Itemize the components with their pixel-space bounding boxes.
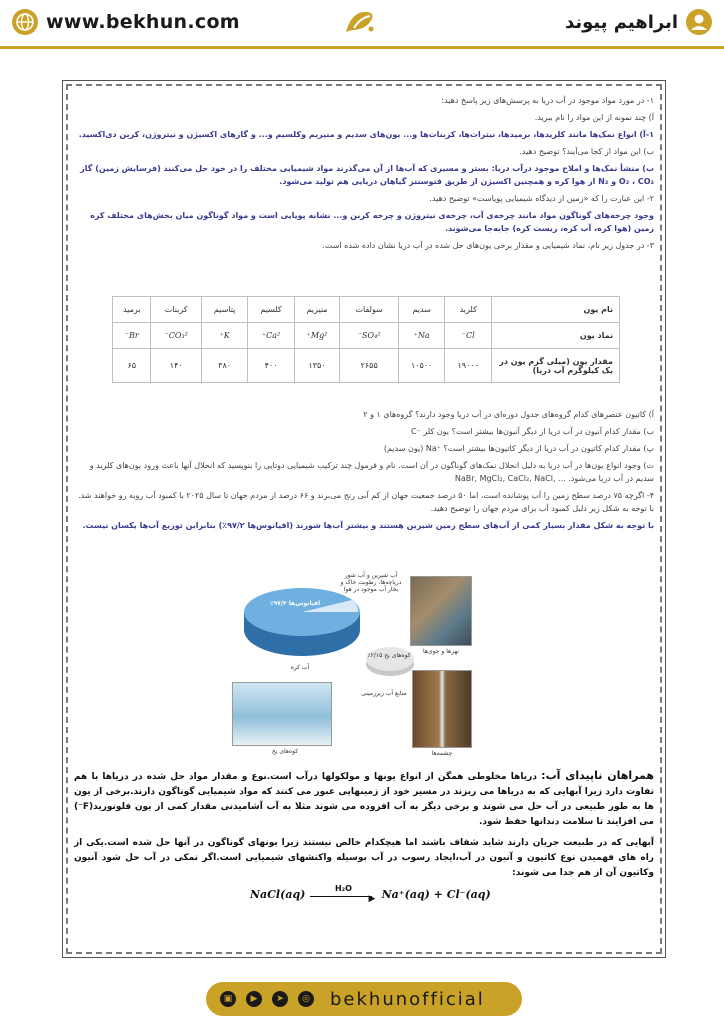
question-line: ب) این مواد از کجا می‌آیند؟ توضیح دهید. <box>519 147 654 156</box>
questions-after-table <box>74 408 654 536</box>
table-cell: Ca²⁺ <box>248 323 294 349</box>
table-cell: ۱۳۵۰ <box>294 349 340 383</box>
table-cell: SO₄²⁻ <box>340 323 399 349</box>
fresh-water-label: آب شیرین و آب شور دریاچه‌ها، رطوبت خاک و بخار آب موجود در هوا <box>340 572 402 593</box>
question-line: آ) چند نمونه از این مواد را نام ببرید. <box>534 113 654 122</box>
springs-caption: چشمه‌ها <box>431 750 453 757</box>
site-url: www.bekhun.com <box>46 11 240 33</box>
glacier-caption: کوه‌های یخ <box>271 748 299 755</box>
rivers-caption: نهرها و جوی‌ها <box>423 648 459 655</box>
ocean-caption: آب کره <box>290 664 310 671</box>
table-cell: Br⁻ <box>113 323 151 349</box>
globe-icon <box>12 9 38 35</box>
arrow-shaft <box>310 896 372 898</box>
table-cell: ۱۰۵۰۰ <box>398 349 445 383</box>
paragraph <box>74 836 654 881</box>
table-row <box>113 349 620 383</box>
glaciers-percent: کوه‌های یخ ۲/۱۵٪ <box>367 652 411 659</box>
table-row-header: نماد یون <box>492 323 620 349</box>
telegram-icon[interactable]: ➤ <box>272 991 288 1007</box>
ocean-label: اقیانوس‌ها ۹۷/۲٪ <box>269 600 321 607</box>
groundwater-label: منابع آب زیرزمینی <box>361 690 407 697</box>
table-cell: برمید <box>113 297 151 323</box>
user-icon <box>686 9 712 35</box>
table-cell: Cl⁻ <box>445 323 492 349</box>
table-cell: Mg²⁺ <box>294 323 340 349</box>
ocean-disc-icon <box>240 582 370 662</box>
author-badge <box>565 9 712 35</box>
table-cell: کلسیم <box>248 297 294 323</box>
equation-reactant: NaCl(aq) <box>250 888 306 901</box>
paragraph-text: دریاها مخلوطی همگن از انواع یونها و مولکولها درآب است.نوع و مقدار مواد حل شده در دریاها با هم تفاوت دارد زیرا آبهایی که به دریاها می ریزند در مسیر خود از زمینهایی عبور می کنند که مواد شیمیایی گوناگون دارند.برخی از یون ها به طور طبیعی در آب حل می شوند و برخی دیگر به آب افزوده می شوند مثلا به آب آشامیدنی مقدار کمی از یون فلونورید(F⁻) می افزایند تا سلامت دندانها حفظ شود. <box>74 772 654 827</box>
question-line: ت) وجود انواع یون‌ها در آب دریا به دلیل انحلال نمک‌های گوناگون در آن است. نام و فرمول چند ترکیب شیمیایی دوتایی را بنویسید که انحلال آنها باعث ورود یون‌های کلرید و سدیم در آب دریا می‌شود. ... ,NaBr, MgCl₂, CaCl₂, NaCl <box>89 461 654 483</box>
questions-block <box>74 94 654 256</box>
table-cell: ۱۴۰ <box>151 349 201 383</box>
table-cell: منیزیم <box>294 297 340 323</box>
table-cell: ۳۸۰ <box>201 349 248 383</box>
springs-photo <box>412 670 472 748</box>
header-divider <box>0 46 724 49</box>
author-name: ابراهیم پیوند <box>564 11 678 33</box>
dissolution-equation <box>74 883 654 904</box>
table-cell: ۶۵ <box>113 349 151 383</box>
answer-line: وجود چرخه‌های گوناگون مواد مانند چرخه‌ی آب، چرخه‌ی نیتروژن و چرخه کربن و... نشانه پویایی است و مواد گوناگون میان بخش‌های مختلف کره زمین (هوا کره، آب کره، زیست کره) جابه‌جا می‌شوند. <box>90 211 654 233</box>
table-cell: ۱۹۰۰۰ <box>445 349 492 383</box>
rivers-photo <box>410 576 472 646</box>
water-distribution-figure <box>240 572 480 762</box>
table-cell: ۲۶۵۵ <box>340 349 399 383</box>
question-line: ۳- در جدول زیر نام، نماد شیمیایی و مقدار برخی یون‌های حل شده در آب دریا نشان داده شده است. <box>322 241 654 250</box>
film-icon[interactable]: ▣ <box>220 991 236 1007</box>
table-cell: K⁺ <box>201 323 248 349</box>
question-line: ب) مقدار کدام آنیون در آب دریا از دیگر آنیون‌ها بیشتر است؟ یون کلر ⁻C <box>411 427 654 436</box>
social-handle[interactable]: bekhunofficial <box>330 988 485 1010</box>
paragraph <box>74 768 654 830</box>
answer-line: ب) منشأ نمک‌ها و املاح موجود درآب دریا: بستر و مسیری که آب‌ها از آن می‌گذرند مواد شیمیایی مختلف را در خود حل می‌کنند (فرسایش زمین) گاز O₂ ، CO₂ و N₂ از هوا کره و همچنین اکسیژن از طریق فتوسنتز گیاهان دریایی هم تولید می‌شود. <box>80 164 654 186</box>
site-link[interactable] <box>12 9 240 35</box>
table-cell: پتاسیم <box>201 297 248 323</box>
answer-line: ۱-آ) انواع نمک‌ها مانند کلریدها، برمیدها، نیترات‌ها، کربنات‌ها و... یون‌های سدیم و منیزیم وکلسیم و... و گازهای اکسیژن و نیتروژن، کربن دی‌اکسید. <box>78 130 654 139</box>
instagram-icon[interactable]: ◎ <box>298 991 314 1007</box>
question-line: آ) کاتیون عنصرهای کدام گروه‌های جدول دوره‌ای در آب دریا وجود دارند؟ گروه‌های ۱ و ۲ <box>363 410 654 419</box>
table-cell: Na⁺ <box>398 323 445 349</box>
social-footer <box>206 982 522 1016</box>
youtube-icon[interactable]: ▶ <box>246 991 262 1007</box>
table-row <box>113 297 620 323</box>
ion-table <box>112 296 620 383</box>
question-line: ۴- اگرچه ۷۵ درصد سطح زمین را آب پوشانده است، اما ۵۰ درصد جمعیت جهان از کم آبی رنج می‌برند و ۶۶ درصد از مردم جهان تا سال ۲۰۲۵ با کمبود آب روبه رو خواهند شد. با توجه به شکل زیر دلیل کمبود آب برای مردم جهان را توضیح دهید. <box>78 491 654 513</box>
question-line: ۲- این عبارت را که «زمین از دیدگاه شیمیایی پویاست» توضیح دهید. <box>429 194 654 203</box>
table-cell: سولفات <box>340 297 399 323</box>
paragraph-text: آبهایی که در طبیعت جریان دارند شاید شفاف باشند اما هیچکدام خالص نیستند زیرا یونهای گوناگون در آنها حل شده است.یکی از راه های فهمیدن نوع کاتیون و آنیون در آب،ایجاد رسوب در آب بوسیله واکنشهای شیمیایی است.اگر نمکی در آب حل شود آنیون وکاتیون آن از هم جدا می شوند: <box>74 838 654 878</box>
question-line: پ) مقدار کدام کاتیون در آب دریا از دیگر کاتیون‌ها بیشتر است؟ ⁺Na (یون سدیم) <box>383 444 654 453</box>
table-cell: CO₃²⁻ <box>151 323 201 349</box>
glacier-photo <box>232 682 332 746</box>
table-row <box>113 323 620 349</box>
section-title: همراهان ناپیدای آب: <box>541 769 654 782</box>
site-header <box>0 0 724 46</box>
brand-logo-icon <box>340 6 380 38</box>
table-cell: کلرید <box>445 297 492 323</box>
explanation-block <box>74 768 654 904</box>
arrow-label: H₂O <box>334 883 352 893</box>
answer-line: با توجه به شکل مقدار بسیار کمی از آب‌های سطح زمین شیرین هستند و بیشتر آب‌ها شورند (اقیانوس‌ها ۹۷/۲٪) بنابراین توزیع آب‌ها یکسان نیست. <box>82 521 654 530</box>
table-row-header: نام یون <box>492 297 620 323</box>
arrow-head-icon: ▶ <box>368 893 376 904</box>
table-cell: کربنات <box>151 297 201 323</box>
question-line: ۱- در مورد مواد موجود در آب دریا به پرسش‌های زیر پاسخ دهید: <box>441 96 654 105</box>
table-cell: سدیم <box>398 297 445 323</box>
equation-products: Na⁺(aq) + Cl⁻(aq) <box>381 888 491 901</box>
table-cell: ۴۰۰ <box>248 349 294 383</box>
table-row-header: مقدار یون (میلی گرم یون در یک کیلوگرم آب دریا) <box>492 349 620 383</box>
reaction-arrow <box>308 883 378 904</box>
